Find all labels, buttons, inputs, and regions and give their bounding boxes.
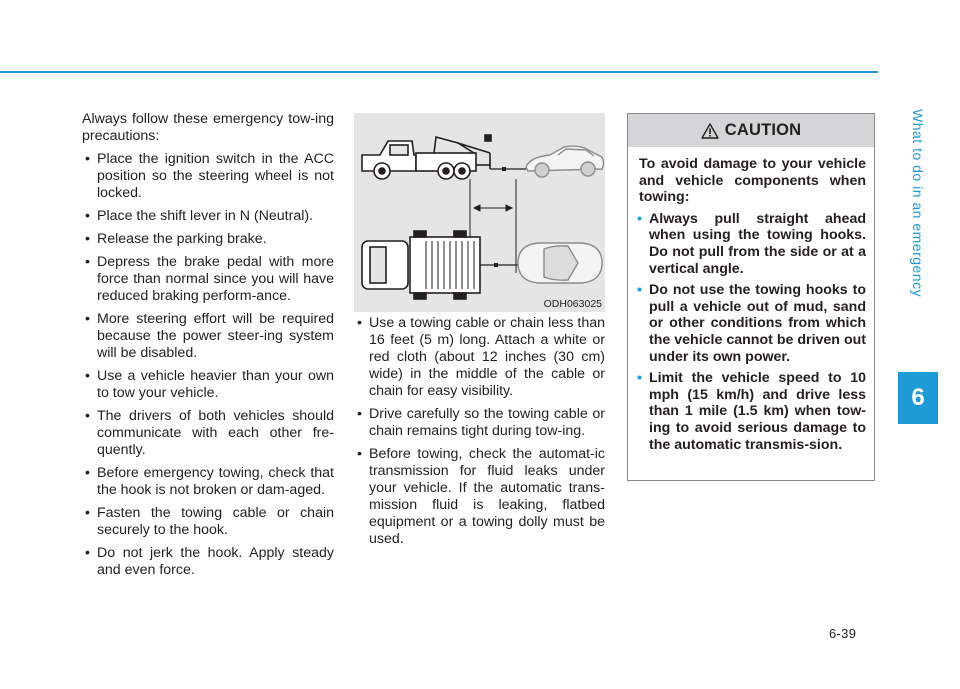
chapter-side-label: What to do in an emergency bbox=[910, 108, 926, 298]
list-item: • Depress the brake pedal with more force than normal since you will have reduced braking perform-ance. bbox=[82, 254, 334, 305]
intro-text: Always follow these emergency tow-ing precautions: bbox=[82, 111, 334, 144]
list-item: • Drive carefully so the towing cable or chain remains tight during tow-ing. bbox=[354, 406, 605, 440]
tow-truck-side-icon bbox=[362, 135, 491, 179]
list-item: • Do not use the towing hooks to pull a vehicle out of mud, sand or other conditions from which the vehicle cannot be driven out under its own power. bbox=[639, 282, 866, 365]
list-item: • Before towing, check the automat-ic transmission for fluid leaks under your vehicle. If the automatic trans-mission fluid is leaking, flatbed equipment or a towing dolly must be used. bbox=[354, 446, 605, 548]
towing-list bbox=[354, 315, 605, 548]
towed-car-top-icon bbox=[518, 243, 602, 283]
list-item: • Always pull straight ahead when using the towing hooks. Do not pull from the side or at a vertical angle. bbox=[639, 211, 866, 277]
list-item: • The drivers of both vehicles should communicate with each other fre-quently. bbox=[82, 408, 334, 459]
caution-header bbox=[628, 114, 874, 147]
header-rule bbox=[0, 71, 878, 73]
list-item: • Before emergency towing, check that the hook is not broken or dam-aged. bbox=[82, 465, 334, 499]
column-left bbox=[82, 111, 334, 585]
tow-truck-diagram bbox=[354, 113, 605, 312]
list-item: • Use a towing cable or chain less than 16 feet (5 m) long. Attach a white or red cloth (about 12 inches (30 cm) wide) in the middle of the cable or chain for easy visibility. bbox=[354, 315, 605, 400]
figure-code: ODH063025 bbox=[543, 298, 602, 310]
list-item: • More steering effort will be required because the power steer-ing system will be disabled. bbox=[82, 311, 334, 362]
list-item: • Release the parking brake. bbox=[82, 231, 334, 248]
list-item: • Fasten the towing cable or chain securely to the hook. bbox=[82, 505, 334, 539]
caution-body bbox=[628, 147, 874, 453]
caution-list bbox=[639, 211, 866, 453]
warning-triangle-icon bbox=[701, 123, 719, 139]
chapter-number-badge: 6 bbox=[898, 372, 938, 424]
towing-illustration bbox=[354, 113, 605, 312]
precaution-list bbox=[82, 151, 334, 579]
list-item: • Do not jerk the hook. Apply steady and even force. bbox=[82, 545, 334, 579]
list-item: • Place the shift lever in N (Neutral). bbox=[82, 208, 334, 225]
column-middle bbox=[354, 315, 605, 554]
caution-intro: To avoid damage to your vehicle and vehicle components when towing: bbox=[639, 156, 866, 206]
list-item: • Place the ignition switch in the ACC position so the steering wheel is not locked. bbox=[82, 151, 334, 202]
list-item: • Limit the vehicle speed to 10 mph (15 km/h) and drive less than 1 mile (1.5 km) when tow-ing to avoid serious damage to the automatic transmis-sion. bbox=[639, 370, 866, 453]
page-number: 6-39 bbox=[829, 626, 857, 641]
towed-car-side-icon bbox=[526, 146, 604, 177]
tow-truck-top-icon bbox=[362, 231, 480, 299]
caution-box bbox=[627, 113, 875, 481]
list-item: • Use a vehicle heavier than your own to tow your vehicle. bbox=[82, 368, 334, 402]
caution-title: CAUTION bbox=[724, 121, 802, 139]
